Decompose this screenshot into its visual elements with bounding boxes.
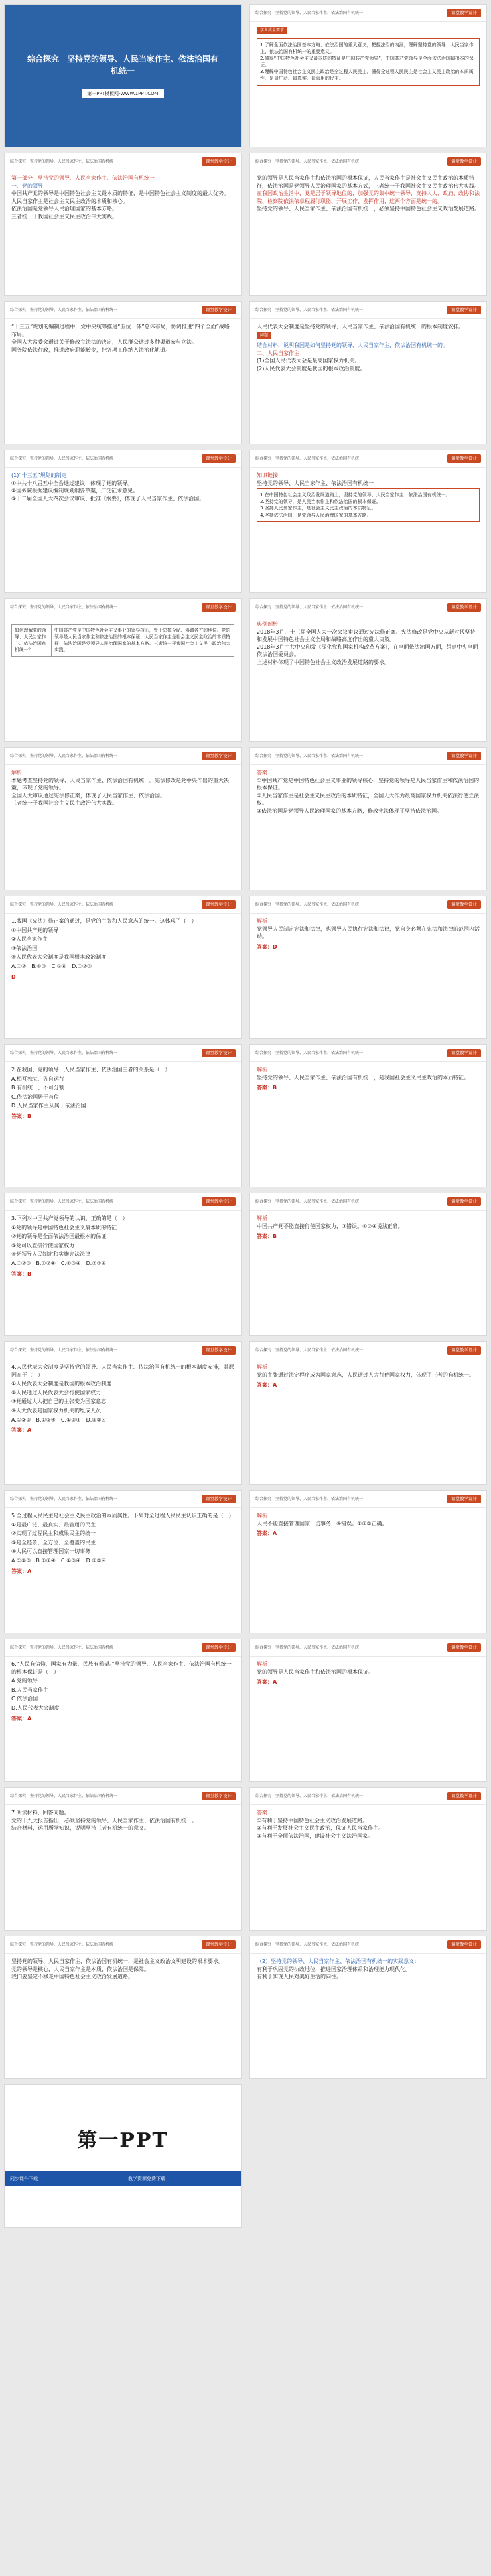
slide-header: [5, 748, 241, 765]
breadcrumb: 综合探究 坚持党的领导、人民当家作主、依法治国有机统一: [10, 1942, 118, 1947]
list-item: 3.坚持人民当家作主，是社会主义民主政治的本质特征。: [260, 506, 376, 511]
paragraph: 党领导人民制定宪法和法律，也领导人民执行宪法和法律，党自身必须在宪法和法律的范围内活动。: [257, 925, 480, 940]
slide-exercise-3-analysis: [249, 1193, 487, 1336]
section-chip: 课堂教学设计: [202, 1197, 236, 1206]
paragraph: 党的领导是人民当家作主和依法治国的根本保证。: [257, 1668, 374, 1675]
paragraph: 我们要坚定不移走中国特色社会主义政治发展道路。: [11, 1974, 133, 1980]
option: ②党的领导是全面依法治国最根本的保证: [11, 1233, 107, 1240]
paragraph: 人民代表大会制度是坚持党的领导、人民当家作主、依法治国有机统一的根本制度安排。: [257, 324, 464, 330]
slide-exercise-7: [4, 1787, 242, 1931]
breadcrumb: 综合探究 坚持党的领导、人民当家作主、依法治国有机统一: [10, 1645, 118, 1650]
paragraph: 党的主张通过法定程序成为国家意志，人民通过人大行使国家权力，体现了三者的有机统一。: [257, 1371, 474, 1378]
question-text: 3.下列对中国共产党领导的认识，正确的是（ ）: [11, 1215, 128, 1221]
section-chip: 课堂教学设计: [202, 1495, 236, 1503]
section-heading: 典例剖析: [257, 621, 278, 627]
section-chip: 课堂教学设计: [447, 157, 481, 166]
section-chip: 课堂教学设计: [202, 1049, 236, 1057]
option: ④人民代表大会制度是我国根本政治制度: [11, 954, 107, 961]
option: A.党的领导: [11, 1678, 38, 1684]
breadcrumb: 综合探究 坚持党的领导、人民当家作主、依法治国有机统一: [255, 10, 364, 15]
subheading: 一、党的领导: [11, 182, 43, 189]
answer: 答案：A: [257, 1679, 277, 1686]
answer: 答案：B: [257, 1233, 277, 1240]
paragraph: 全国人大审议通过宪法修正案，体现了人民当家作主、依法治国。: [11, 792, 165, 799]
paragraph: “十三五”规划的编制过程中，党中央统筹推进“五位一体”总体布局，协调推进“四个全面”战略布局。: [11, 324, 230, 338]
option: C.依法治国: [11, 1696, 38, 1702]
section-chip: 课堂教学设计: [202, 1940, 236, 1949]
section-chip: 课堂教学设计: [447, 603, 481, 612]
tag-label: 解析: [257, 918, 267, 924]
question-text: 结合材料，说明我国是如何坚持党的领导、人民当家作主、依法治国有机统一的。: [257, 342, 448, 349]
paragraph: 坚持党的领导、人民当家作主、依法治国有机统一，是社会主义政治文明建设的根本要求。: [11, 1958, 224, 1964]
slide-exercise-1: [4, 896, 242, 1039]
footer-left: 同步课件下载: [10, 2175, 38, 2181]
breadcrumb: 综合探究 坚持党的领导、人民当家作主、依法治国有机统一: [255, 159, 364, 164]
breadcrumb: 综合探究 坚持党的领导、人民当家作主、依法治国有机统一: [10, 1050, 118, 1055]
section-chip: 课堂教学设计: [447, 1197, 481, 1206]
list-item: 4.坚持依法治国，是党领导人民治理国家的基本方略。: [260, 512, 372, 518]
tag-label: 问题: [257, 332, 271, 340]
breadcrumb: 综合探究 坚持党的领导、人民当家作主、依法治国有机统一: [10, 307, 118, 312]
answer: 答案：A: [11, 1568, 32, 1574]
question-text: 7.阅读材料，回答问题。: [11, 1810, 70, 1816]
option: ①党的领导是中国特色社会主义最本质的特征: [11, 1224, 117, 1231]
paragraph: 结合材料，运用所学知识，说明坚持三者有机统一的意义。: [11, 1825, 149, 1832]
slide-case: [4, 301, 242, 444]
slide-header: [250, 5, 486, 22]
question-text: 1.我国《宪法》修正案的通过，是党的主张和人民意志的统一。这体现了（ ）: [11, 918, 197, 924]
question-text: 6.“人民有信仰，国家有力量，民族有希望。”坚持党的领导、人民当家作主、依法治国有机统一的根本保证是（ ）: [11, 1661, 232, 1675]
slide-exercise-5-analysis: [249, 1490, 487, 1633]
breadcrumb: 综合探究 坚持党的领导、人民当家作主、依法治国有机统一: [10, 1793, 118, 1798]
option: ①中国共产党的领导: [11, 927, 59, 933]
slide-header: [250, 1788, 486, 1805]
paragraph: 坚持党的领导、人民当家作主、依法治国有机统一: [257, 480, 374, 486]
slide-header: [250, 1193, 486, 1211]
paragraph: 中国共产党的领导是中国特色社会主义最本质的特征，是中国特色社会主义制度的最大优势。: [11, 190, 229, 197]
breadcrumb: 综合探究 坚持党的领导、人民当家作主、依法治国有机统一: [255, 1050, 364, 1055]
list-item: 2.坚持党的领导，是人民当家作主和依法治国的根本保证。: [260, 499, 381, 505]
section-chip: 课堂教学设计: [202, 1346, 236, 1355]
tag-label: 答案: [257, 770, 267, 776]
knowledge-box: [257, 488, 480, 522]
slide-header: [250, 1936, 486, 1954]
answer: 答案：A: [11, 1427, 32, 1434]
slide-header: [5, 599, 241, 616]
paragraph: 人民当家作主是社会主义民主政治的本质和核心。: [11, 198, 128, 204]
slide-header: [5, 153, 241, 170]
choices: A.①②③ B.①②④ C.①③④ D.②③④: [11, 1260, 106, 1266]
section-chip: 课堂教学设计: [447, 9, 481, 17]
slide-exercise-6: [4, 1639, 242, 1782]
section-chip: 课堂教学设计: [447, 306, 481, 314]
breadcrumb: 综合探究 坚持党的领导、人民当家作主、依法治国有机统一: [255, 307, 364, 312]
breadcrumb: 综合探究 坚持党的领导、人民当家作主、依法治国有机统一: [255, 1942, 364, 1947]
slide-header: [250, 1342, 486, 1359]
table-left-cell: 如何理解党的领导、人民当家作主、依法治国有机统一？: [12, 625, 52, 656]
answer: 答案：D: [257, 943, 277, 950]
breadcrumb: 综合探究 坚持党的领导、人民当家作主、依法治国有机统一: [10, 159, 118, 164]
slide-requirements: [249, 4, 487, 147]
paragraph: 坚持党的领导、人民当家作主、依法治国有机统一，必须坚持中国特色社会主义政治发展道路。: [257, 206, 480, 212]
list-item: 1.在中国特色社会主义政治发展道路上，坚持党的领导、人民当家作主、依法治国有机统一。: [260, 492, 451, 498]
answer: 答案：B: [11, 1270, 32, 1277]
paragraph: ②有利于发展社会主义民主政治，保证人民当家作主。: [257, 1825, 384, 1832]
slide-exercise-6-analysis: [249, 1639, 487, 1782]
slide-knowledge: [249, 450, 487, 593]
option: ②人民当家作主: [11, 936, 48, 943]
breadcrumb: 综合探究 坚持党的领导、人民当家作主、依法治国有机统一: [255, 1199, 364, 1204]
paragraph: ①中国共产党是中国特色社会主义事业的领导核心，坚持党的领导是人民当家作主和依法治国的根本保证。: [257, 777, 480, 791]
tag-label: 解析: [257, 1513, 267, 1519]
slide-header: [250, 1491, 486, 1508]
breadcrumb: 综合探究 坚持党的领导、人民当家作主、依法治国有机统一: [10, 456, 118, 461]
paragraph: 人民不能直接管理国家一切事务，④错误。①②③正确。: [257, 1520, 387, 1526]
paragraph: 国务院依法行政，推进政府职能转变，把各项工作纳入法治化轨道。: [11, 346, 171, 353]
paragraph: （2）坚持党的领导、人民当家作主、依法治国有机统一的实践意义：: [257, 1958, 420, 1964]
breadcrumb: 综合探究 坚持党的领导、人民当家作主、依法治国有机统一: [255, 604, 364, 610]
answer: 答案：B: [11, 1113, 32, 1119]
slide-exercise-7-answer: [249, 1787, 487, 1931]
logo-footer: [5, 2171, 241, 2186]
option: ③党通过人大把自己的主张变为国家意志: [11, 1398, 107, 1405]
slide-example: [249, 598, 487, 742]
req-line: 1.了解全面依法治国基本方略、依法治国的重大意义，把握法治的内涵，理解坚持党的领导、人民当家作主、依法治国有机统一的重要意义。: [260, 42, 474, 54]
slide-part-one: [4, 153, 242, 296]
brand-logo: 第一PPT: [77, 2129, 169, 2153]
paragraph: 中国共产党不能直接行使国家权力，③错误。①②④说法正确。: [257, 1223, 403, 1229]
option: ③是全链条、全方位、全覆盖的民主: [11, 1539, 96, 1546]
slide-header: [250, 153, 486, 170]
breadcrumb: 综合探究 坚持党的领导、人民当家作主、依法治国有机统一: [255, 902, 364, 907]
slide-relations: [249, 153, 487, 296]
slide-analysis: [4, 747, 242, 890]
paragraph: 有利于实现人民对美好生活的向往。: [257, 1974, 342, 1980]
question-text: 2.在我国，党的领导、人民当家作主、依法治国三者的关系是（ ）: [11, 1067, 171, 1073]
tag-label: 学业质量要求: [257, 27, 287, 34]
option: B.有机统一、不可分割: [11, 1085, 65, 1091]
answer: 答案：A: [11, 1715, 32, 1722]
section-chip: 课堂教学设计: [447, 1792, 481, 1800]
paragraph: 三者统一于我国社会主义民主政治伟大实践。: [11, 213, 117, 220]
subheading: 二、人民当家作主: [257, 350, 299, 356]
breadcrumb: 综合探究 坚持党的领导、人民当家作主、依法治国有机统一: [10, 1496, 118, 1501]
slide-header: [5, 896, 241, 914]
paragraph: ①有利于坚持中国特色社会主义政治发展道路。: [257, 1817, 368, 1824]
question-text: 4.人民代表大会制度是坚持党的领导、人民当家作主、依法治国有机统一的根本制度安排，其原因在于（ ）: [11, 1364, 234, 1378]
slide-summary: [4, 1936, 242, 2079]
breadcrumb: 综合探究 坚持党的领导、人民当家作主、依法治国有机统一: [255, 1645, 364, 1650]
option: D.人民当家作主从属于依法治国: [11, 1103, 86, 1109]
option: D.人民代表大会制度: [11, 1704, 60, 1711]
footer-right: 教学资源免费下载: [128, 2175, 165, 2181]
answer: 答案：A: [257, 1530, 277, 1537]
paragraph: (1)“十三五”规划的制定: [11, 472, 67, 478]
breadcrumb: 综合探究 坚持党的领导、人民当家作主、依法治国有机统一: [10, 1199, 118, 1204]
slide-header: [5, 302, 241, 319]
tag-label: 解析: [257, 1215, 267, 1221]
slide-header: [5, 1342, 241, 1359]
breadcrumb: 综合探究 坚持党的领导、人民当家作主、依法治国有机统一: [255, 1793, 364, 1798]
option: A.相互独立、各自运行: [11, 1075, 64, 1082]
paragraph: 2018年3月，十三届全国人大一次会议审议通过宪法修正案。宪法修改是党中央从新时代坚持和发展中国特色社会主义全局和战略高度作出的重大决策。: [257, 628, 476, 643]
option: ④人民可以直接管理国家一切事务: [11, 1548, 91, 1555]
section-chip: 课堂教学设计: [447, 1495, 481, 1503]
question-text: 5.全过程人民民主是社会主义民主政治的本质属性。下列对全过程人民民主认识正确的是（ ）: [11, 1513, 234, 1519]
answer: 答案：A: [257, 1382, 277, 1389]
table-right-cell: 中国共产党是中国特色社会主义事业的领导核心，处于总揽全局、协调各方的地位。党的领导是人民当家作主和依法治国的根本保证；人民当家作主是社会主义民主政治的本质特征；依法治国是党领导人民治理国家的基本方略。三者统一于我国社会主义民主政治伟大实践。: [54, 628, 231, 653]
concept-table: [11, 624, 234, 657]
option: ②实现了过程民主和成果民主的统一: [11, 1530, 96, 1537]
section-chip: 课堂教学设计: [202, 1792, 236, 1800]
paragraph: 2018年3月中共中央印发《深化党和国家机构改革方案》，在全面依法治国方面，组建中央全面依法治国委员会。: [257, 644, 478, 658]
paragraph: 党的领导是人民当家作主和依法治国的根本保证，人民当家作主是社会主义民主政治的本质特征，依法治国是党领导人民治理国家的基本方式，三者统一于我国社会主义民主政治伟大实践。: [257, 175, 480, 189]
slide-header: [250, 896, 486, 914]
req-line: 2.懂得“中国特色社会主义最本质的特征是中国共产党领导”，中国共产党领导是全面依法治国最根本的保证。: [260, 55, 474, 68]
answer: D: [11, 973, 16, 980]
section-chip: 课堂教学设计: [447, 1940, 481, 1949]
breadcrumb: 综合探究 坚持党的领导、人民当家作主、依法治国有机统一: [10, 604, 118, 610]
paragraph: ③十二届全国人大四次会议审议、批准《纲要》，体现了人民当家作主、依法治国。: [11, 495, 205, 502]
breadcrumb: 综合探究 坚持党的领导、人民当家作主、依法治国有机统一: [10, 1347, 118, 1353]
paragraph: 全国人大常委会通过关于修改立法法的决定，人民群众通过多种渠道参与立法。: [11, 339, 197, 346]
tag-label: 解析: [11, 770, 22, 776]
slide-header: [250, 1045, 486, 1062]
slide-table: [4, 598, 242, 742]
req-line: 3.理解中国特色社会主义民主政治是全过程人民民主，懂得全过程人民民主是社会主义民主政治的本质属性，是最广泛、最真实、最管用的民主。: [260, 69, 474, 82]
paragraph: 党的十九大报告指出，必须坚持党的领导、人民当家作主、依法治国有机统一。: [11, 1817, 197, 1824]
section-chip: 课堂教学设计: [202, 603, 236, 612]
section-chip: 课堂教学设计: [202, 157, 236, 166]
option: ④党领导人民制定和实施宪法法律: [11, 1251, 91, 1258]
requirements-box: [257, 38, 480, 86]
tag-label: 解析: [257, 1067, 267, 1073]
slide-header: [5, 1193, 241, 1211]
section-chip: 课堂教学设计: [447, 1643, 481, 1652]
choices: A.①②③ B.①②④ C.①③④ D.②③④: [11, 1416, 106, 1423]
section-chip: 课堂教学设计: [447, 454, 481, 463]
breadcrumb: 综合探究 坚持党的领导、人民当家作主、依法治国有机统一: [10, 753, 118, 758]
section-chip: 课堂教学设计: [447, 1049, 481, 1057]
paragraph: 坚持党的领导、人民当家作主、依法治国有机统一，是我国社会主义民主政治的本质特征。: [257, 1074, 469, 1081]
answer: 答案：B: [257, 1085, 277, 1091]
breadcrumb: 综合探究 坚持党的领导、人民当家作主、依法治国有机统一: [255, 456, 364, 461]
slide-header: [5, 1936, 241, 1954]
slide-answer: [249, 747, 487, 890]
option: C.依法治国居于首位: [11, 1093, 60, 1100]
slide-header: [250, 748, 486, 765]
section-chip: 课堂教学设计: [447, 1346, 481, 1355]
section-chip: 课堂教学设计: [447, 752, 481, 760]
option: ③党可以直接行使国家权力: [11, 1242, 75, 1249]
slide-exercise-2: [4, 1044, 242, 1187]
option: ④人大代表是国家权力机关的组成人员: [11, 1407, 102, 1414]
paragraph: ②人民当家作主是社会主义民主政治的本质特征，全国人大作为最高国家权力机关依法行使立法权。: [257, 792, 480, 807]
slide-exercise-4: [4, 1341, 242, 1485]
paragraph: ③有利于全面依法治国，建设社会主义法治国家。: [257, 1832, 374, 1839]
paragraph: 有利于巩固党的执政地位，推进国家治理体系和治理能力现代化。: [257, 1966, 411, 1972]
list-item: (1)全国人民代表大会是最高国家权力机关。: [257, 358, 360, 364]
breadcrumb: 综合探究 坚持党的领导、人民当家作主、依法治国有机统一: [255, 753, 364, 758]
slide-significance: [249, 1936, 487, 2079]
option: B.人民当家作主: [11, 1686, 49, 1693]
section-heading: 知识链接: [257, 472, 278, 478]
slide-header: [250, 1639, 486, 1657]
slide-header: [250, 599, 486, 616]
breadcrumb: 综合探究 坚持党的领导、人民当家作主、依法治国有机统一: [255, 1496, 364, 1501]
slide-exercise-4-analysis: [249, 1341, 487, 1485]
cover-slide: [4, 4, 242, 147]
cover-title: 综合探究 坚持党的领导、人民当家作主、依法治国有机统一: [27, 54, 218, 76]
slide-exercise-1-analysis: [249, 896, 487, 1039]
option: ③依法治国: [11, 945, 38, 951]
slide-header: [5, 1491, 241, 1508]
breadcrumb: 综合探究 坚持党的领导、人民当家作主、依法治国有机统一: [10, 902, 118, 907]
slide-exercise-2-analysis: [249, 1044, 487, 1187]
slide-plan: [4, 450, 242, 593]
choices: A.①② B.①③ C.②④ D.①②③: [11, 963, 92, 969]
choices: A.①②③ B.①②④ C.①③④ D.②③④: [11, 1557, 106, 1564]
section-chip: 课堂教学设计: [202, 900, 236, 909]
slide-header: [250, 302, 486, 319]
option: ①人民代表大会制度是我国的根本政治制度: [11, 1381, 112, 1387]
paragraph: 本题考查坚持党的领导、人民当家作主、依法治国有机统一。宪法修改是党中央作出的重大决策，体现了党的领导。: [11, 777, 229, 791]
list-item: (2)人民代表大会制度是我国的根本政治制度。: [257, 366, 366, 372]
slide-question: [249, 301, 487, 444]
tag-label: 答案: [257, 1810, 267, 1816]
slide-exercise-3: [4, 1193, 242, 1336]
paragraph: 三者统一于我国社会主义民主政治伟大实践。: [11, 800, 117, 807]
tag-label: 解析: [257, 1364, 267, 1370]
slide-header: [250, 450, 486, 468]
paragraph: 依法治国是党领导人民治理国家的基本方略。: [11, 206, 117, 212]
paragraph: 党的领导是核心，人民当家作主是本质，依法治国是保障。: [11, 1966, 149, 1972]
slide-header: [5, 1639, 241, 1657]
section-chip: 课堂教学设计: [202, 1643, 236, 1652]
paragraph: ①中共十八届五中全会通过建议，体现了党的领导。: [11, 480, 133, 486]
paragraph: 在我国政治生活中，党是居于领导地位的，加强党的集中统一领导，支持人大、政府、政协和法院、检察院依法依章程履行职能、开展工作、发挥作用，这两个方面是统一的。: [257, 190, 480, 204]
section-chip: 课堂教学设计: [447, 900, 481, 909]
cover-url: 第一PPT模板网-WWW.1PPT.COM: [82, 89, 163, 98]
option: ②人民通过人民代表大会行使国家权力: [11, 1389, 102, 1396]
paragraph: ②国务院根据建议编制规划纲要草案，广泛征求意见。: [11, 488, 139, 494]
slide-exercise-5: [4, 1490, 242, 1633]
section-chip: 课堂教学设计: [202, 454, 236, 463]
section-chip: 课堂教学设计: [202, 306, 236, 314]
section-chip: 课堂教学设计: [202, 752, 236, 760]
paragraph: 上述材料体现了中国特色社会主义政治发展道路的要求。: [257, 659, 389, 665]
tag-label: 解析: [257, 1661, 267, 1667]
option: ①是最广泛、最真实、最管用的民主: [11, 1521, 96, 1528]
paragraph: ③依法治国是党领导人民治理国家的基本方略，修改宪法体现了坚持依法治国。: [257, 807, 443, 814]
slide-header: [5, 1788, 241, 1805]
logo-slide: [4, 2084, 242, 2228]
section-heading: 第一部分 坚持党的领导、人民当家作主、依法治国有机统一: [11, 175, 155, 181]
breadcrumb: 综合探究 坚持党的领导、人民当家作主、依法治国有机统一: [255, 1347, 364, 1353]
slide-header: [5, 450, 241, 468]
slide-header: [5, 1045, 241, 1062]
